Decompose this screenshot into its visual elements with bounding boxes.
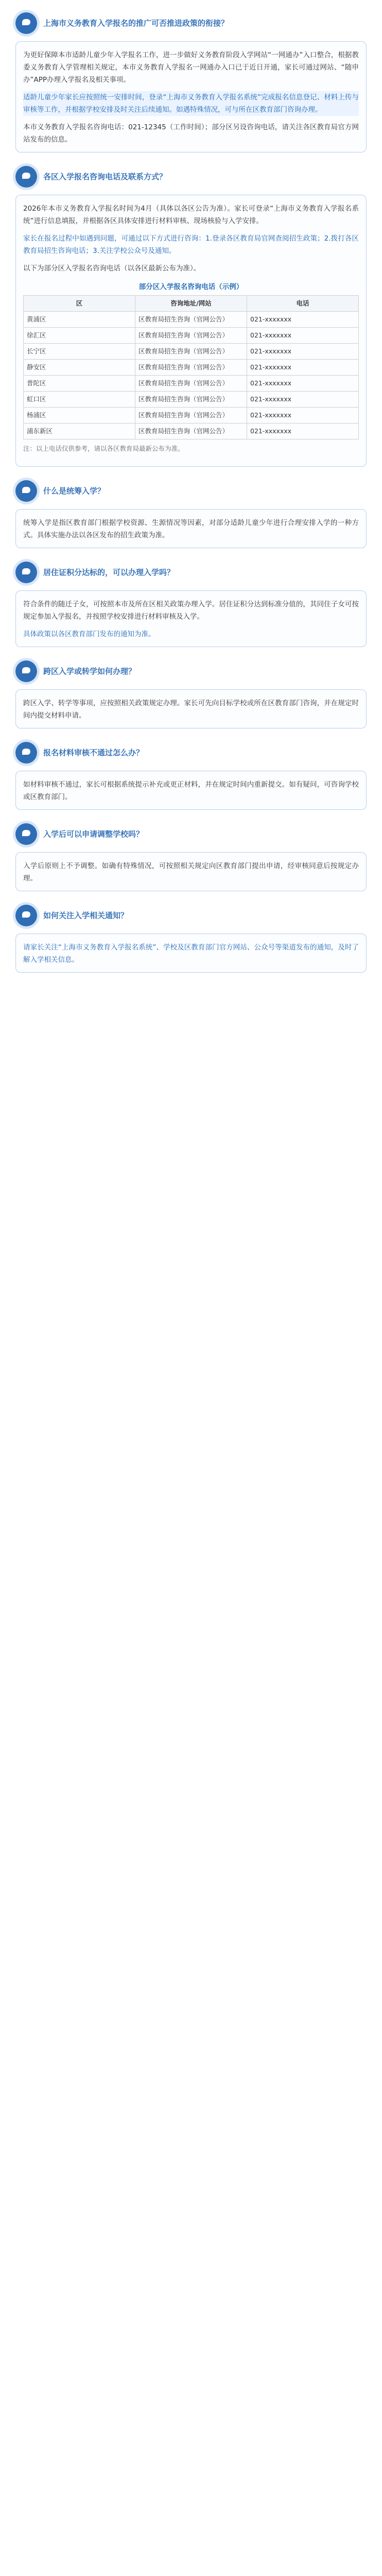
table-row (24, 360, 359, 376)
answer-paragraph: 跨区入学、转学等事项，应按照相关政策规定办理。家长可先向目标学校或所在区教育部门咨询，并在规定时间内提交材料申请。 (23, 699, 359, 720)
table-cell: 021-xxxxxxx (247, 392, 359, 408)
table-cell: 徐汇区 (24, 328, 135, 344)
qa-item (15, 823, 367, 891)
chat-bubble-icon (15, 660, 37, 682)
answer-paragraph: 本市义务教育入学报名咨询电话：021-12345（工作时间）；部分区另设咨询电话，请关注各区教育局官方网站发布的信息。 (23, 123, 359, 144)
table-cell: 区教育局招生咨询（官网公告） (135, 312, 247, 328)
qa-item (15, 12, 367, 152)
table-header: 区 (24, 296, 135, 312)
table-header: 咨询地址/网站 (135, 296, 247, 312)
table-cell: 021-xxxxxxx (247, 376, 359, 392)
qa-item (15, 905, 367, 973)
table-row (24, 423, 359, 439)
contact-table-wrap (23, 281, 359, 453)
question-title: 各区入学报名咨询电话及联系方式？ (43, 172, 167, 181)
table-cell: 杨浦区 (24, 408, 135, 423)
chat-bubble-icon (15, 742, 37, 764)
table-cell: 静安区 (24, 360, 135, 376)
qa-item (15, 562, 367, 647)
question-header (15, 905, 367, 926)
chat-bubble-icon (15, 166, 37, 188)
question-title: 居住证积分达标的，可以办理入学吗？ (43, 568, 175, 577)
answer-paragraph: 如材料审核不通过，家长可根据系统提示补充或更正材料，并在规定时间内重新提交。如有疑问，可咨询学校或区教育部门。 (23, 781, 359, 801)
qa-item (15, 742, 367, 810)
answer-paragraph: 请家长关注“上海市义务教育入学报名系统”、学校及区教育部门官方网站、公众号等渠道发布的通知，及时了解入学相关信息。 (23, 943, 359, 964)
table-cell: 021-xxxxxxx (247, 408, 359, 423)
contact-table (23, 295, 359, 439)
table-cell: 区教育局招生咨询（官网公告） (135, 392, 247, 408)
table-cell: 区教育局招生咨询（官网公告） (135, 408, 247, 423)
table-cell: 区教育局招生咨询（官网公告） (135, 360, 247, 376)
table-header: 电话 (247, 296, 359, 312)
answer-box (15, 771, 367, 810)
question-title: 什么是统筹入学？ (43, 486, 106, 496)
table-cell: 区教育局招生咨询（官网公告） (135, 328, 247, 344)
table-cell: 区教育局招生咨询（官网公告） (135, 423, 247, 439)
qa-item (15, 660, 367, 728)
table-row (24, 328, 359, 344)
table-row (24, 312, 359, 328)
table-row (24, 344, 359, 360)
answer-paragraph: 统筹入学是指区教育部门根据学校资源、生源情况等因素，对部分适龄儿童少年进行合理安排入学的一种方式。具体实施办法以各区发布的招生政策为准。 (23, 519, 359, 539)
question-header (15, 823, 367, 845)
question-title: 入学后可以申请调整学校吗？ (43, 829, 144, 839)
question-title: 上海市义务教育入学报名的推广可否推进政策的衔接？ (43, 19, 229, 28)
table-header-row (24, 296, 359, 312)
table-row (24, 376, 359, 392)
answer-box (15, 852, 367, 891)
qa-item (15, 166, 367, 467)
chat-bubble-icon (15, 823, 37, 845)
question-header (15, 12, 367, 34)
table-cell: 浦东新区 (24, 423, 135, 439)
table-cell: 区教育局招生咨询（官网公告） (135, 344, 247, 360)
table-cell: 区教育局招生咨询（官网公告） (135, 376, 247, 392)
answer-box (15, 195, 367, 467)
table-cell: 普陀区 (24, 376, 135, 392)
table-row (24, 408, 359, 423)
question-title: 如何关注入学相关通知？ (43, 911, 129, 920)
table-cell: 长宁区 (24, 344, 135, 360)
answer-paragraph: 家长在报名过程中如遇到问题，可通过以下方式进行咨询：1.登录各区教育局官网查阅招生政策；2.拨打各区教育局招生咨询电话；3.关注学校公众号及通知。 (23, 234, 359, 255)
table-note: 注：以上电话仅供参考，请以各区教育局最新公布为准。 (23, 445, 184, 452)
question-title: 报名材料审核不通过怎么办？ (43, 748, 144, 757)
chat-bubble-icon (15, 905, 37, 926)
table-cell: 021-xxxxxxx (247, 328, 359, 344)
answer-box (15, 689, 367, 728)
question-header (15, 742, 367, 764)
question-title: 跨区入学或转学如何办理？ (43, 667, 136, 676)
answer-box (15, 509, 367, 548)
table-row (24, 392, 359, 408)
question-header (15, 660, 367, 682)
answer-box (15, 934, 367, 973)
table-cell: 黄浦区 (24, 312, 135, 328)
question-header (15, 562, 367, 583)
answer-box (15, 590, 367, 647)
answer-paragraph: 2026年本市义务教育入学报名时间为4月（具体以各区公告为准）。家长可登录“上海市义务教育入学报名系统”进行信息填报，并根据各区具体安排进行材料审核、现场核验与入学安排。 (23, 205, 359, 225)
qa-item (15, 480, 367, 548)
chat-bubble-icon (15, 480, 37, 502)
answer-box (15, 41, 367, 152)
table-cell: 021-xxxxxxx (247, 360, 359, 376)
question-header (15, 166, 367, 188)
table-body (24, 312, 359, 439)
question-header (15, 480, 367, 502)
answer-paragraph: 以下为部分区入学报名咨询电话（以各区最新公布为准）。 (23, 264, 201, 273)
answer-paragraph: 具体政策以各区教育部门发布的通知为准。 (23, 630, 155, 638)
chat-bubble-icon (15, 12, 37, 34)
contact-table-title: 部分区入学报名咨询电话（示例） (138, 283, 244, 291)
table-cell: 021-xxxxxxx (247, 312, 359, 328)
answer-paragraph: 为更好保障本市适龄儿童少年入学报名工作，进一步做好义务教育阶段入学网站“一网通办”入口整合，根据教委义务教育入学管理相关规定，本市义务教育入学报名一网通办入口已于近日开通，家长可通过网站、“随申办”APP办理入学报名及相关事项。 (23, 51, 359, 84)
table-cell: 虹口区 (24, 392, 135, 408)
table-cell: 021-xxxxxxx (247, 423, 359, 439)
answer-paragraph: 入学后原则上不予调整。如确有特殊情况，可按照相关规定向区教育部门提出申请，经审核同意后按规定办理。 (23, 862, 359, 883)
chat-bubble-icon (15, 562, 37, 583)
table-cell: 021-xxxxxxx (247, 344, 359, 360)
answer-paragraph: 符合条件的随迁子女，可按照本市及所在区相关政策办理入学。居住证积分达到标准分值的，其同住子女可按规定参加入学报名，并按照学校安排进行材料审核及入学。 (23, 600, 359, 621)
answer-paragraph: 适龄儿童少年家长应按照统一安排时间，登录“上海市义务教育入学报名系统”完成报名信息登记、材料上传与审核等工作，并根据学校安排及时关注后续通知。如遇特殊情况，可与所在区教育部门咨询办理。 (23, 91, 359, 116)
